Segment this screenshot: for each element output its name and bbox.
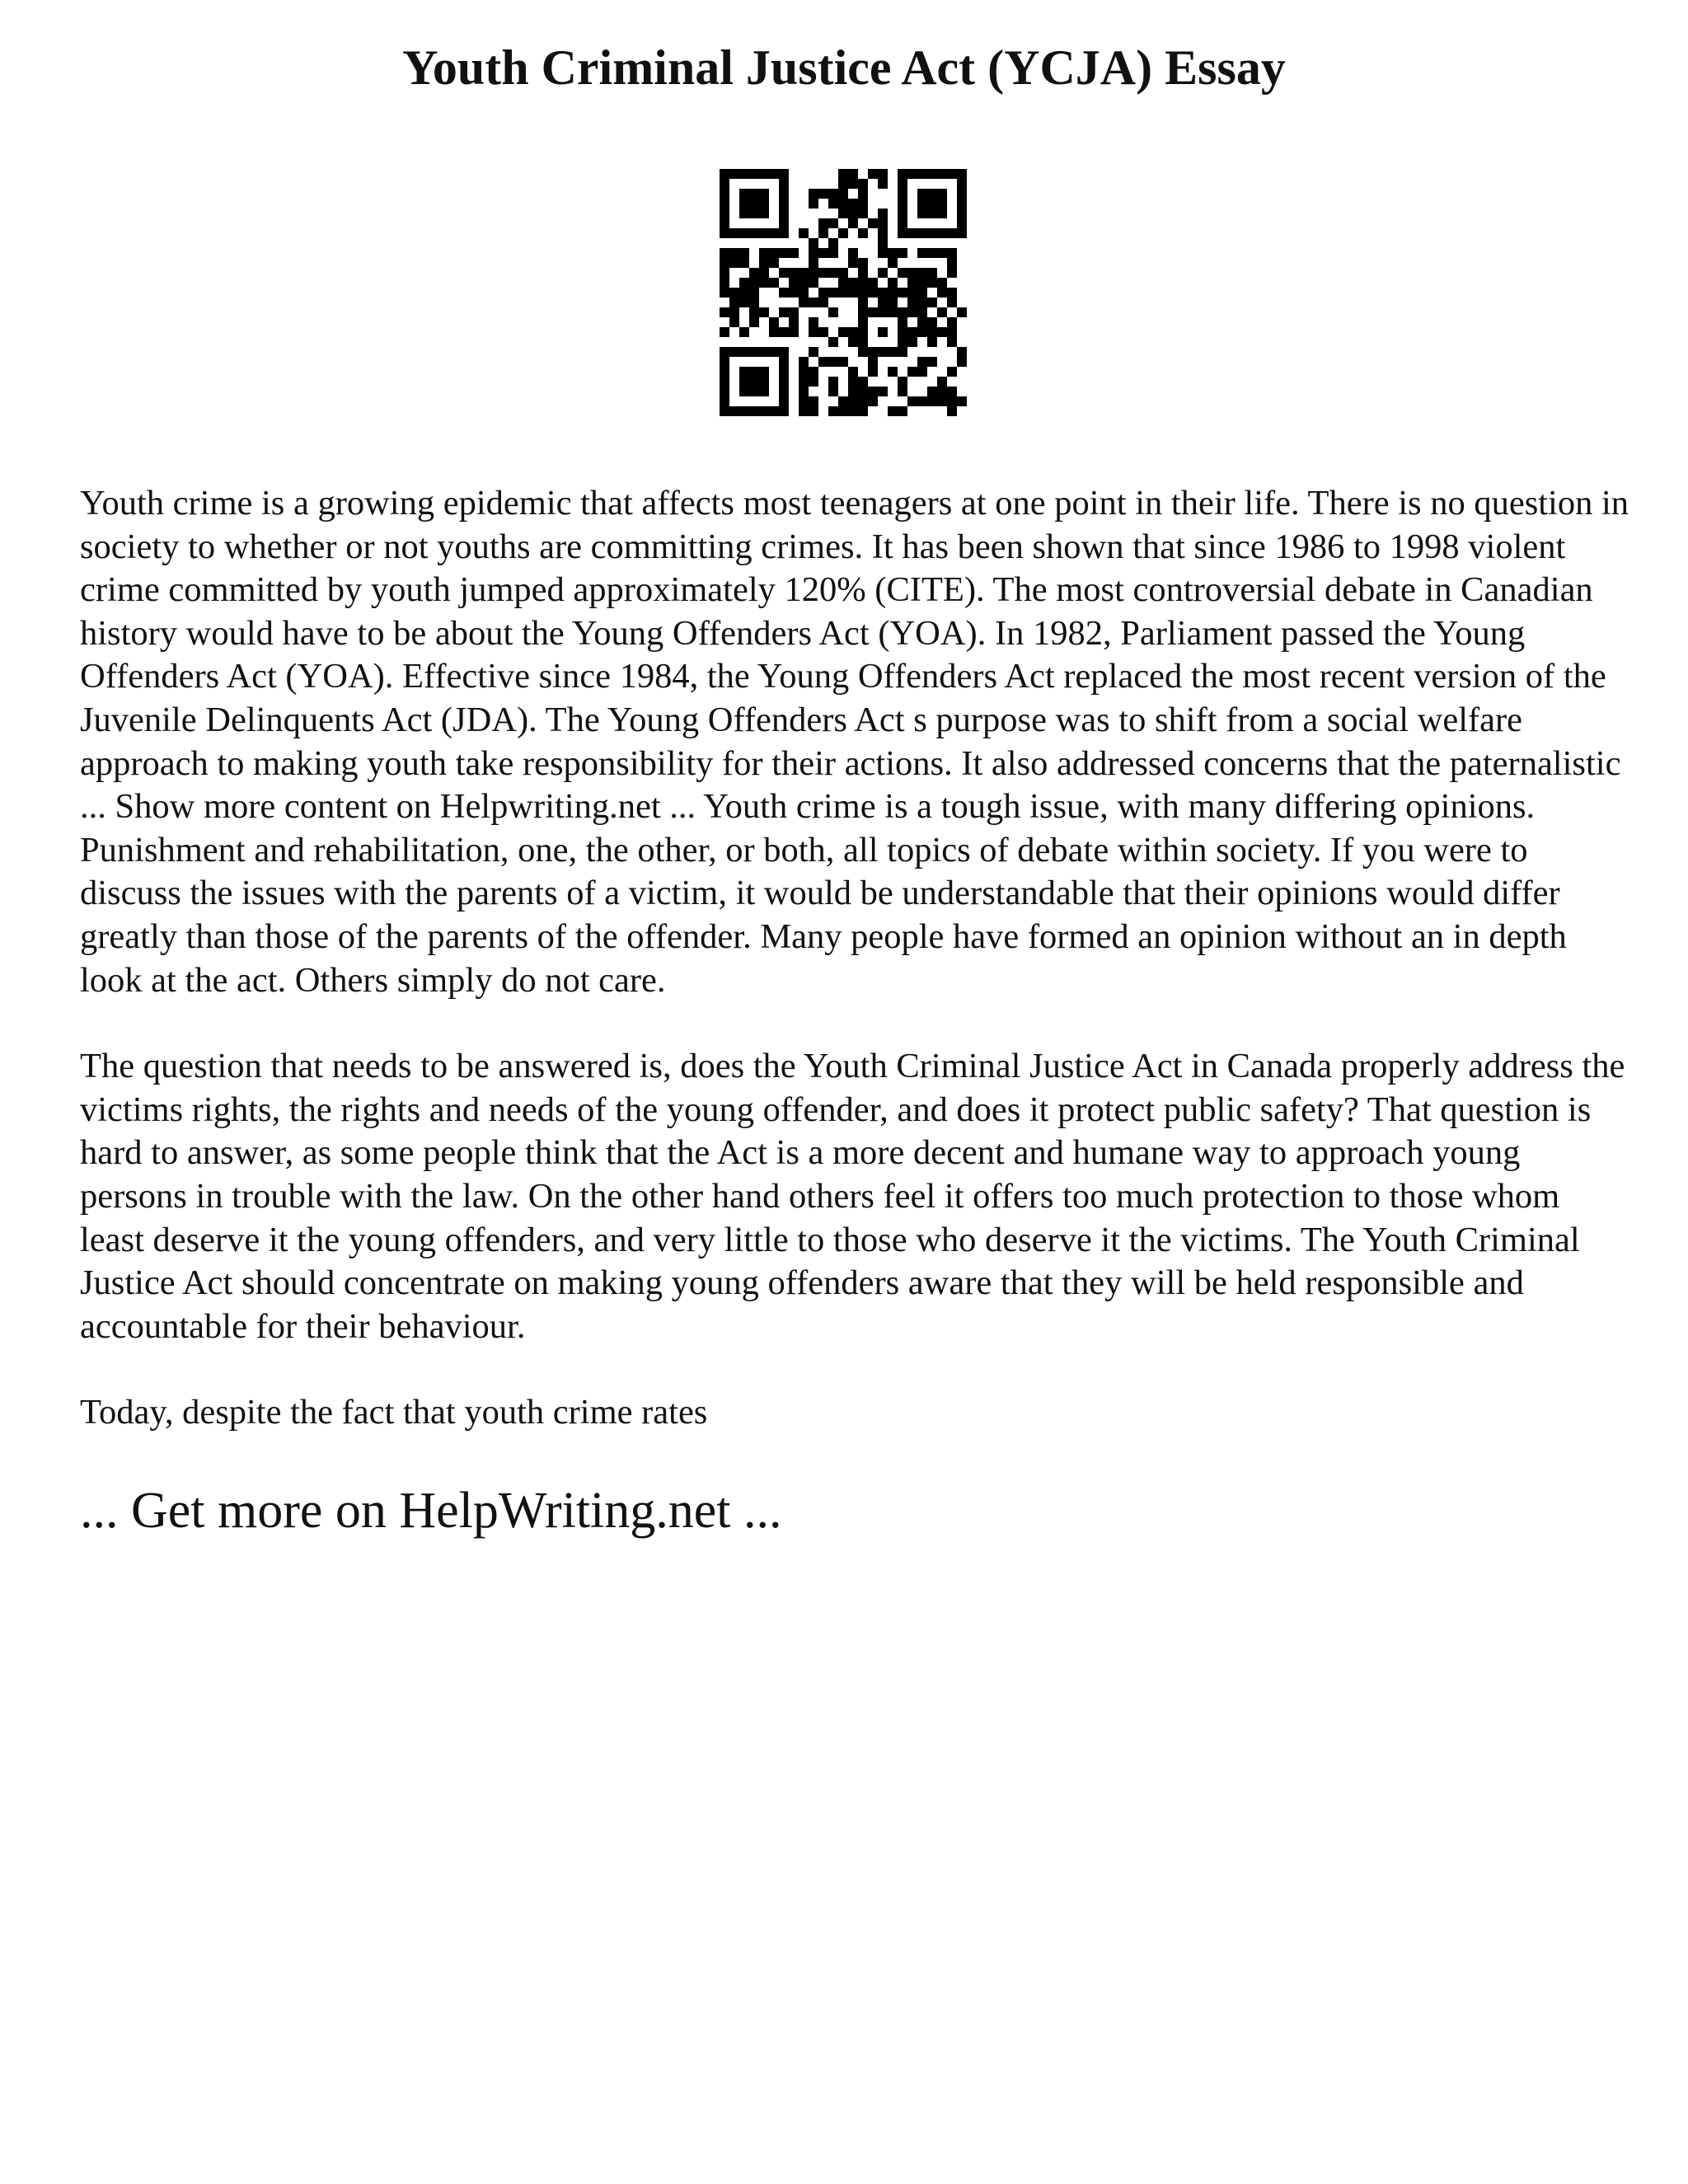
essay-paragraph-2: The question that needs to be answered is, does the Youth Criminal Justice Act in Canada properly address the victims rights, the rights and needs of the young offender, and does it protect public safety? That question is hard to answer, as some people think that the Act is a more decent and humane way to approach young persons in trouble with the law. On the other hand others feel it offers too much protection to those whom least deserve it the young offenders, and very little to those who deserve it the victims. The Youth Criminal Justice Act should concentrate on making young offenders aware that they will be held responsible and accountable for their behaviour. (80, 1047, 1625, 1346)
essay-paragraph-3: Today, despite the fact that youth crime rates (80, 1393, 708, 1432)
essay-paragraph-1: Youth crime is a growing epidemic that affects most teenagers at one point in their life. There is no question in society to whether or not youths are committing crimes. It has been shown that since 1986 to 1998 violent crime committed by youth jumped approximately 120% (CITE). The most controversial debate in Canadian history would have to be about the Young Offenders Act (YOA). In 1982, Parliament passed the Young Offenders Act (YOA). Effective since 1984, the Young Offenders Act replaced the most recent version of the Juvenile Delinquents Act (JDA). The Young Offenders Act s purpose was to shift from a social welfare approach to making youth take responsibility for their actions. It also addressed concerns that the paternalistic ... Show more content on Helpwriting.net ... Youth crime is a tough issue, with many differing opinions. Punishment and rehabilitation, one, the other, or both, all topics of debate within society. If you were to discuss the issues with the parents of a victim, it would be understandable that their opinions would differ greatly than those of the parents of the offender. Many people have formed an opinion without an in depth look at the act. Others simply do not care. (80, 484, 1629, 1000)
essay-body (80, 482, 1629, 1544)
get-more-link[interactable]: ... Get more on HelpWriting.net ... (80, 1482, 782, 1539)
document-title: Youth Criminal Justice Act (YCJA) Essay (402, 40, 1286, 95)
qr-code-icon (720, 169, 967, 416)
